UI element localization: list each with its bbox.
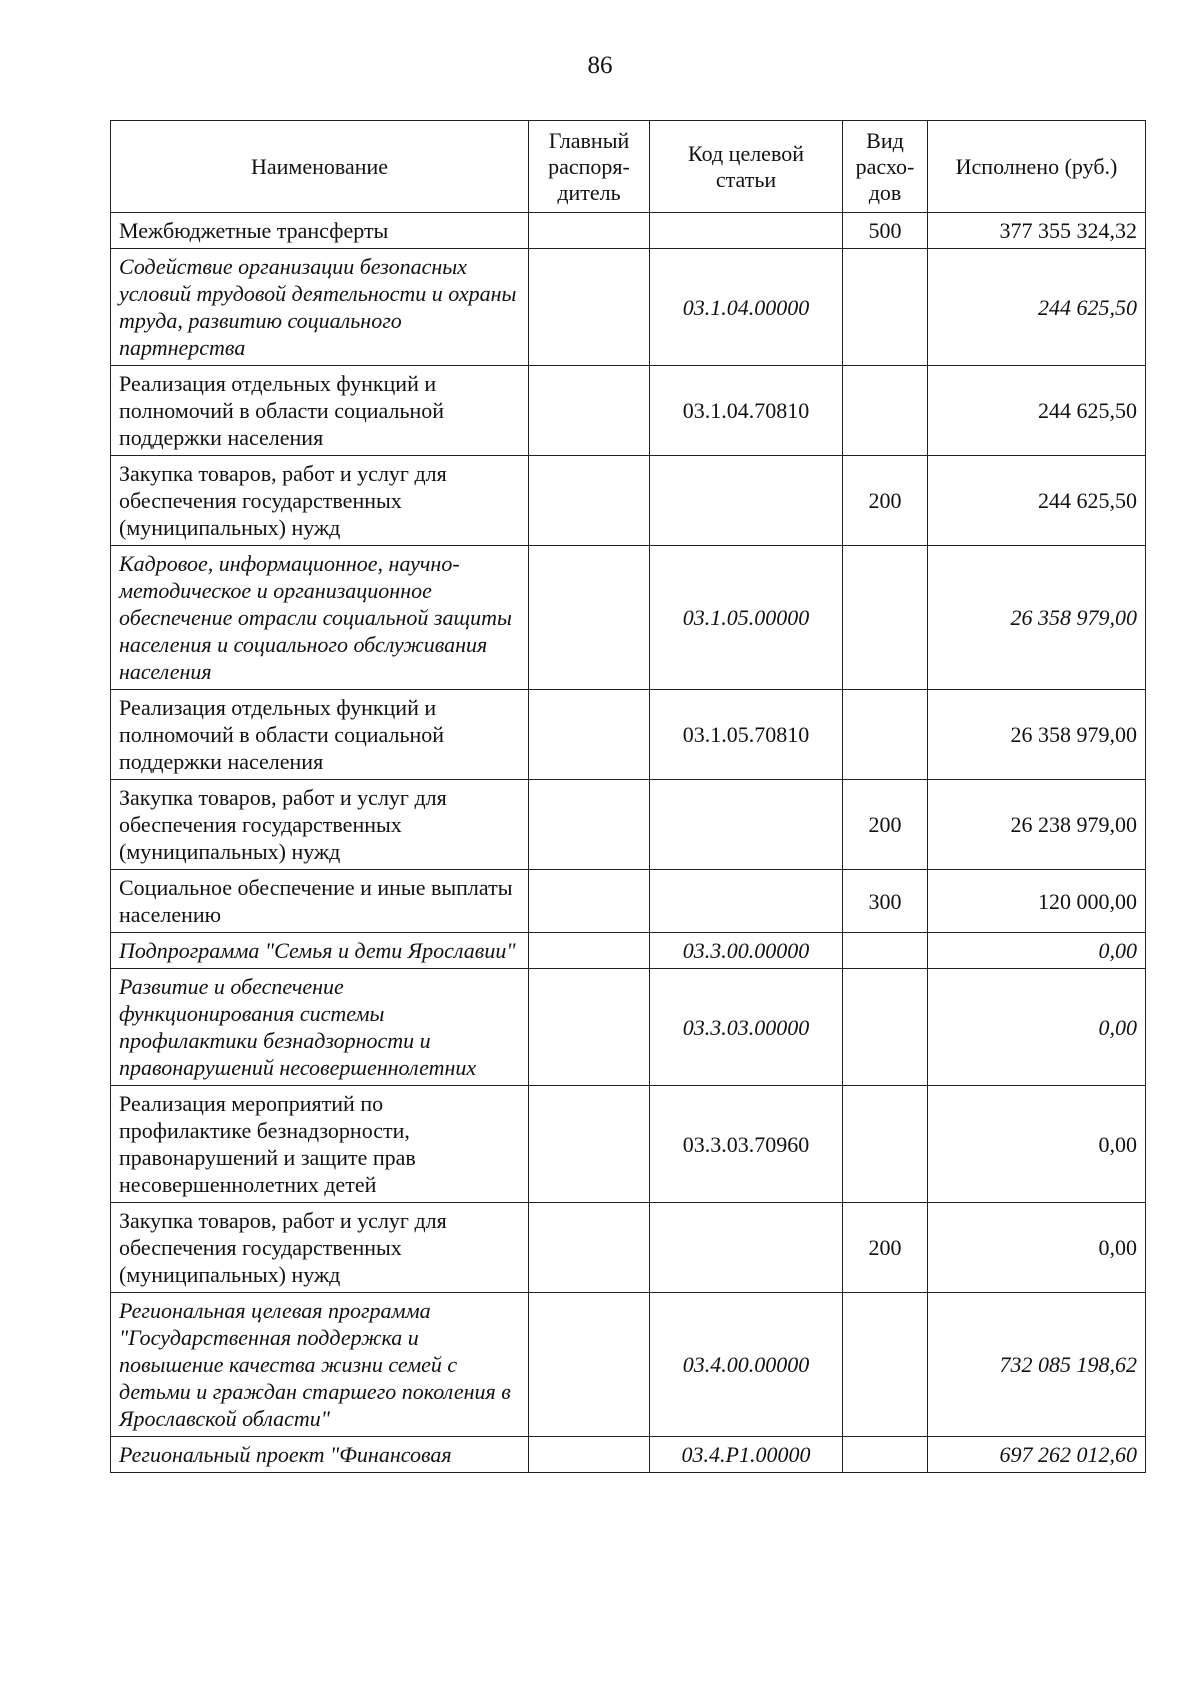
table-row: [111, 1086, 1146, 1203]
cell-manager: [529, 1293, 650, 1437]
cell-name: Закупка товаров, работ и услуг для обеспечения государственных (муниципальных) нужд: [111, 1203, 529, 1293]
cell-type: [843, 366, 928, 456]
table-row: [111, 546, 1146, 690]
cell-amount: 120 000,00: [928, 870, 1146, 933]
cell-type: 200: [843, 1203, 928, 1293]
cell-code: [650, 213, 843, 249]
header-name: Наименование: [111, 121, 529, 213]
table-row: [111, 1293, 1146, 1437]
cell-manager: [529, 690, 650, 780]
table-row: [111, 366, 1146, 456]
table-body: [111, 213, 1146, 1473]
cell-manager: [529, 213, 650, 249]
cell-name: Закупка товаров, работ и услуг для обеспечения государственных (муниципальных) нужд: [111, 456, 529, 546]
cell-type: [843, 1437, 928, 1473]
cell-type: [843, 1293, 928, 1437]
table-header-row: [111, 121, 1146, 213]
cell-type: [843, 249, 928, 366]
table-row: [111, 690, 1146, 780]
cell-amount: 26 358 979,00: [928, 546, 1146, 690]
cell-code: 03.1.05.00000: [650, 546, 843, 690]
cell-amount: 26 358 979,00: [928, 690, 1146, 780]
table-row: [111, 456, 1146, 546]
cell-type: [843, 933, 928, 969]
cell-type: [843, 1086, 928, 1203]
cell-type: [843, 546, 928, 690]
cell-code: 03.4.P1.00000: [650, 1437, 843, 1473]
cell-manager: [529, 456, 650, 546]
cell-code: 03.1.04.70810: [650, 366, 843, 456]
table-row: [111, 780, 1146, 870]
cell-code: 03.4.00.00000: [650, 1293, 843, 1437]
cell-name: Реализация отдельных функций и полномочий в области социальной поддержки населения: [111, 366, 529, 456]
cell-manager: [529, 933, 650, 969]
cell-code: [650, 870, 843, 933]
cell-code: [650, 1203, 843, 1293]
cell-manager: [529, 870, 650, 933]
cell-code: 03.3.03.70960: [650, 1086, 843, 1203]
cell-name: Социальное обеспечение и иные выплаты населению: [111, 870, 529, 933]
cell-code: 03.3.00.00000: [650, 933, 843, 969]
cell-manager: [529, 249, 650, 366]
cell-name: Подпрограмма "Семья и дети Ярославии": [111, 933, 529, 969]
cell-amount: 244 625,50: [928, 456, 1146, 546]
header-amount: Исполнено (руб.): [928, 121, 1146, 213]
cell-code: [650, 780, 843, 870]
table-row: [111, 870, 1146, 933]
header-code: Код целевой статьи: [650, 121, 843, 213]
cell-name: Региональный проект "Финансовая: [111, 1437, 529, 1473]
table-row: [111, 1203, 1146, 1293]
cell-type: [843, 690, 928, 780]
cell-manager: [529, 969, 650, 1086]
cell-amount: 26 238 979,00: [928, 780, 1146, 870]
cell-amount: 244 625,50: [928, 249, 1146, 366]
budget-table: [110, 120, 1146, 1473]
cell-manager: [529, 780, 650, 870]
cell-amount: 0,00: [928, 1203, 1146, 1293]
cell-manager: [529, 546, 650, 690]
cell-type: [843, 969, 928, 1086]
table-row: [111, 969, 1146, 1086]
cell-amount: 0,00: [928, 969, 1146, 1086]
cell-type: 200: [843, 456, 928, 546]
cell-name: Межбюджетные трансферты: [111, 213, 529, 249]
table-row: [111, 249, 1146, 366]
cell-name: Содействие организации безопасных условий трудовой деятельности и охраны труда, развитию социального партнерства: [111, 249, 529, 366]
cell-amount: 0,00: [928, 1086, 1146, 1203]
cell-code: 03.1.04.00000: [650, 249, 843, 366]
cell-manager: [529, 1203, 650, 1293]
cell-amount: 697 262 012,60: [928, 1437, 1146, 1473]
cell-manager: [529, 1437, 650, 1473]
cell-name: Развитие и обеспечение функционирования системы профилактики безнадзорности и правонарушений несовершеннолетних: [111, 969, 529, 1086]
cell-manager: [529, 366, 650, 456]
table-row: [111, 213, 1146, 249]
table-row: [111, 1437, 1146, 1473]
cell-code: 03.1.05.70810: [650, 690, 843, 780]
cell-manager: [529, 1086, 650, 1203]
cell-name: Закупка товаров, работ и услуг для обеспечения государственных (муниципальных) нужд: [111, 780, 529, 870]
header-type: Вид расхо-дов: [843, 121, 928, 213]
header-manager: Главный распоря-дитель: [529, 121, 650, 213]
cell-code: [650, 456, 843, 546]
cell-type: 200: [843, 780, 928, 870]
cell-name: Кадровое, информационное, научно-методическое и организационное обеспечение отрасли социальной защиты населения и социального обслуживания населения: [111, 546, 529, 690]
cell-name: Реализация мероприятий по профилактике безнадзорности, правонарушений и защите прав несовершеннолетних детей: [111, 1086, 529, 1203]
cell-type: 500: [843, 213, 928, 249]
cell-amount: 244 625,50: [928, 366, 1146, 456]
cell-amount: 732 085 198,62: [928, 1293, 1146, 1437]
cell-name: Региональная целевая программа "Государственная поддержка и повышение качества жизни семей с детьми и граждан старшего поколения в Ярославской области": [111, 1293, 529, 1437]
page-number: 86: [587, 52, 613, 79]
cell-type: 300: [843, 870, 928, 933]
cell-code: 03.3.03.00000: [650, 969, 843, 1086]
cell-amount: 377 355 324,32: [928, 213, 1146, 249]
table-row: [111, 933, 1146, 969]
cell-amount: 0,00: [928, 933, 1146, 969]
cell-name: Реализация отдельных функций и полномочий в области социальной поддержки населения: [111, 690, 529, 780]
